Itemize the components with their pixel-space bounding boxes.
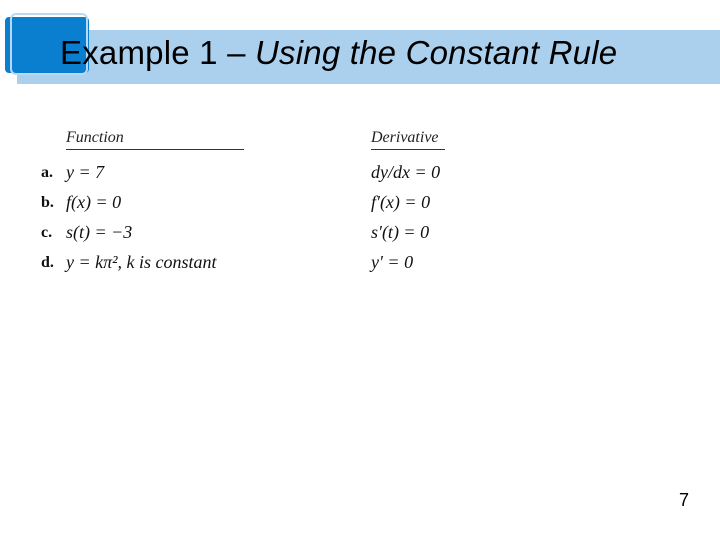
derivative-cell: s′(t) = 0 [371, 222, 430, 242]
page-number: 7 [679, 490, 690, 510]
title-italic-text: Using the Constant Rule [255, 34, 618, 71]
row-label: a. [41, 164, 53, 181]
function-cell: y = 7 [66, 162, 105, 182]
function-cell: s(t) = −3 [66, 222, 133, 242]
slide-title [60, 34, 617, 72]
title-main-text: Example 1 – [60, 34, 256, 71]
derivative-column-header: Derivative [371, 129, 439, 146]
row-label: c. [41, 224, 53, 241]
function-column-header: Function [66, 129, 124, 146]
function-cell: f(x) = 0 [66, 192, 122, 212]
row-label: d. [41, 254, 54, 271]
function-header-rule [66, 149, 244, 150]
derivative-cell: f′(x) = 0 [371, 192, 431, 212]
derivative-cell: dy/dx = 0 [371, 162, 441, 182]
row-label: b. [41, 194, 54, 211]
derivative-header-rule [371, 149, 445, 150]
function-cell: y = kπ², k is constant [66, 252, 217, 272]
derivative-cell: y′ = 0 [371, 252, 414, 272]
